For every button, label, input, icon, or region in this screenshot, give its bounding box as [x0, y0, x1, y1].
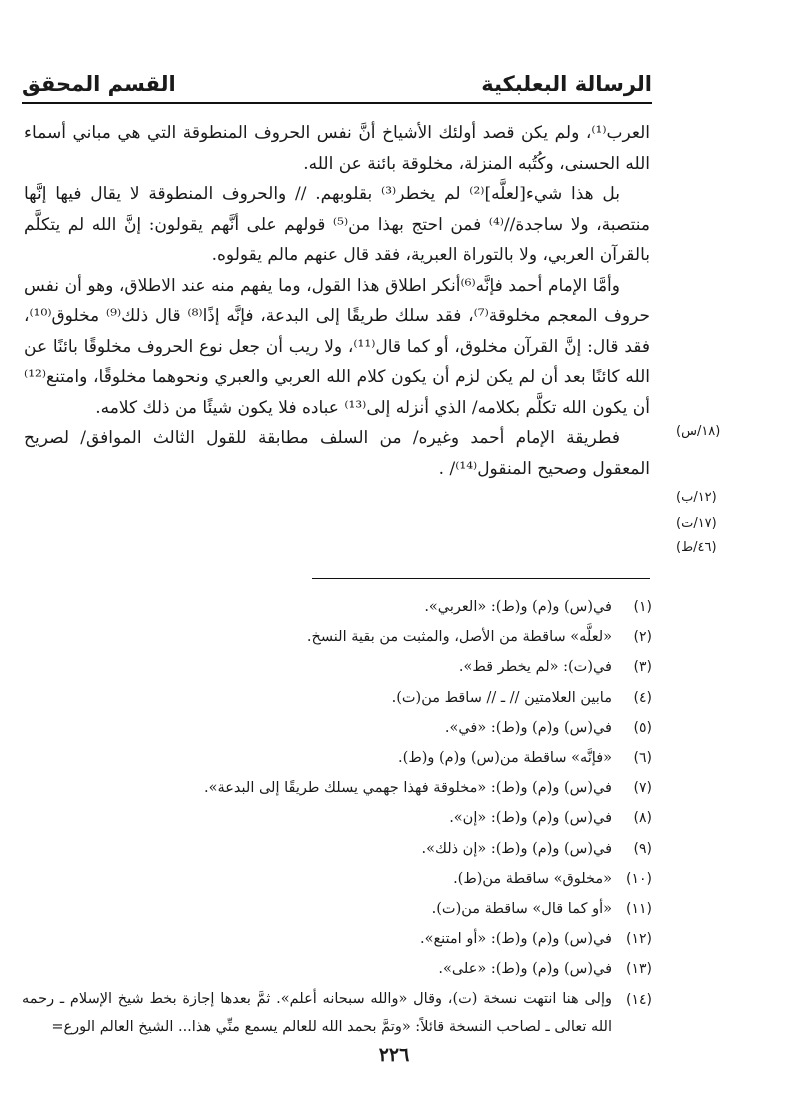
footnote — [22, 592, 652, 622]
footnote-separator — [312, 578, 650, 579]
footnote-number: (٤) — [633, 689, 652, 706]
footnote — [22, 834, 652, 864]
footnote-number: (١١) — [626, 901, 652, 918]
margin-note: (١٨/س) — [676, 424, 721, 439]
footnote-text: في(ت): «لم يخطر قط». — [458, 659, 612, 676]
margin-note: (٤٦/ط) — [676, 540, 717, 555]
footnote-text: «لعلَّه» ساقطة من الأصل، والمثبت من بقية النسخ. — [306, 629, 612, 646]
footnote-text: وإلى هنا انتهت نسخة (ت)، وقال «والله سبحانه أعلم». ثمَّ بعدها إجازة بخط شيخ الإسلام ـ رحمه الله تعالى ـ لصاحب النسخة قائلاً: «وتمَّ بحمد الله للعالم يسمع منِّي هذا... الشيخ العالم الورع= — [22, 990, 612, 1035]
footnote — [22, 985, 652, 1041]
footnote-number: (٩) — [633, 840, 652, 857]
paragraph-3: وأمَّا الإمام أحمد فإنَّه⁽⁶⁾أنكر اطلاق هذا القول، وما يفهم منه عند الاطلاق، وهو أن نفس حروف المعجم مخلوقة⁽⁷⁾، فقد سلك طريقًا إلى البدعة، فإنَّه إذًا⁽⁸⁾ قال ذلك⁽⁹⁾ مخلوق⁽¹⁰⁾، فقد قال: إنَّ القرآن مخلوق، أو كما قال⁽¹¹⁾، ولا ريب أن جعل نوع الحروف مخلوقًا بائنًا عن الله كائنًا بعد أن لم يكن لزم أن يكون كلام الله العربي والعبري ونحوهما مخلوقًا، وامتنع⁽¹²⁾ أن يكون الله تكلَّم بكلامه/ الذي أنزله إلى⁽¹³⁾ عباده فلا يكون شيئًا من ذلك كلامه. — [24, 275, 651, 418]
footnote-text: «أو كما قال» ساقطة من(ت). — [431, 901, 612, 918]
footnote-text: مابين العلامتين // ـ // ساقط من(ت). — [391, 689, 612, 706]
footnote-text: في(س) و(م) و(ط): «العربي». — [424, 599, 612, 615]
footnote-text: في(س) و(م) و(ط): «على». — [438, 961, 612, 978]
footnote-number: (٣) — [633, 659, 652, 676]
footnote-number: (٨) — [633, 810, 652, 827]
footnote — [22, 954, 652, 984]
footnote-text: في(س) و(م) و(ط): «أو امتنع». — [419, 931, 612, 948]
page-number: ٢٢٦ — [378, 1044, 410, 1066]
footnote-text: في(س) و(م) و(ط): «في». — [444, 719, 612, 736]
footnote-number: (١٠) — [626, 870, 652, 887]
footnote-text: «مخلوق» ساقطة من(ط). — [453, 870, 612, 887]
footnote-text: في(س) و(م) و(ط): «إن ذلك». — [421, 840, 612, 857]
footnote — [22, 652, 652, 682]
footnote-number: (٧) — [633, 780, 652, 797]
footnote — [22, 743, 652, 773]
footnote — [22, 713, 652, 743]
paragraph-4: فطريقة الإمام أحمد وغيره/ من السلف مطابقة للقول الثالث الموافق/ لصريح المعقول وصحيح المنقول⁽¹⁴⁾/ . — [24, 428, 650, 479]
footnote-text: في(س) و(م) و(ط): «مخلوقة فهذا جهمي يسلك طريقًا إلى البدعة». — [204, 780, 612, 797]
footnote — [22, 864, 652, 894]
footnote-number: (٦) — [633, 750, 652, 767]
paragraph-1: العرب⁽¹⁾، ولم يكن قصد أولئك الأشياخ أنَّ نفس الحروف المنطوقة التي هي مباني أسماء الله الحسنى، وكُتُبه المنزلة، مخلوقة بائنة عن الله. — [24, 123, 650, 174]
margin-note: (١٢/ب) — [676, 490, 717, 505]
book-title: الرسالة البعلبكية — [481, 72, 652, 96]
footnote — [22, 924, 652, 954]
footnote — [22, 683, 652, 713]
footnote-number: (٢) — [633, 629, 652, 646]
footnote — [22, 894, 652, 924]
footnote — [22, 803, 652, 833]
footnote-number: (١٤) — [626, 991, 652, 1008]
footnote-text: «فإنَّه» ساقطة من(س) و(م) و(ط). — [398, 750, 612, 767]
footnote — [22, 622, 652, 652]
footnote-number: (١٢) — [626, 931, 652, 948]
footnotes — [22, 592, 652, 1041]
section-title: القسم المحقق — [22, 72, 176, 96]
footnote — [22, 773, 652, 803]
footnote-number: (١) — [633, 599, 652, 615]
paragraph-2: بل هذا شيء[لعلَّه]⁽²⁾ لم يخطر⁽³⁾ بقلوبهم. // والحروف المنطوقة لا يقال فيها إنَّها منتصبة، ولا ساجدة//⁽⁴⁾ فمن احتج بهذا من⁽⁵⁾ قولهم على أنَّهم يقولون: إنَّ الله لم يتكلَّم بالقرآن العربي، ولا بالتوراة العبرية، فقد قال عنهم مالم يقولوه. — [24, 184, 650, 265]
footnote-number: (٥) — [633, 719, 652, 736]
footnote-number: (١٣) — [626, 961, 652, 978]
margin-note: (١٧/ت) — [676, 516, 717, 531]
footnote-text: في(س) و(م) و(ط): «إن». — [449, 810, 612, 827]
